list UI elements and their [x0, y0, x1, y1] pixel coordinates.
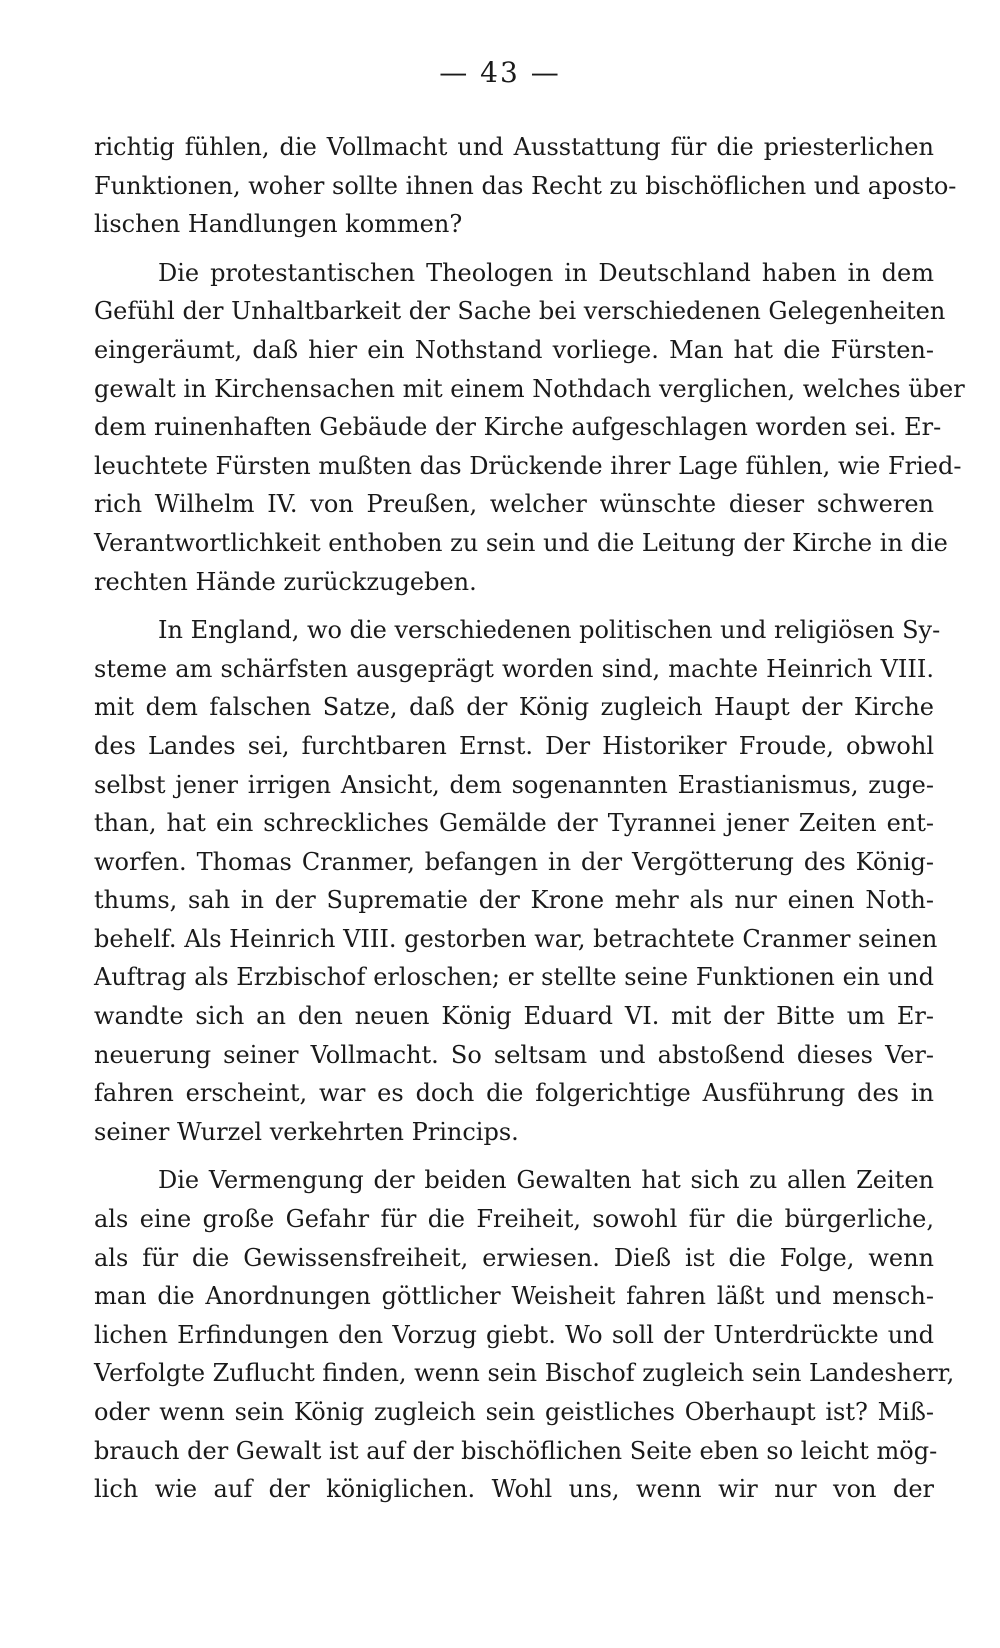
- text-line: Auftrag als Erzbischof erloschen; er stellte seine Funktionen ein und: [94, 963, 934, 992]
- text-line: behelf. Als Heinrich VIII. gestorben war, betrachtete Cranmer seinen: [94, 924, 938, 953]
- text-line: eingeräumt, daß hier ein Nothstand vorliege. Man hat die Fürsten-: [94, 335, 934, 364]
- text-line: lich wie auf der königlichen. Wohl uns, wenn wir nur von der: [94, 1475, 934, 1504]
- paragraph-1: [94, 128, 957, 244]
- text-line: worfen. Thomas Cranmer, befangen in der Vergötterung des König-: [94, 847, 934, 876]
- text-line: steme am schärfsten ausgeprägt worden sind, machte Heinrich VIII.: [94, 654, 934, 683]
- text-line: neuerung seiner Vollmacht. So seltsam und abstoßend dieses Ver-: [94, 1040, 934, 1069]
- text-line: lichen Erfindungen den Vorzug giebt. Wo soll der Unterdrückte und: [94, 1320, 934, 1349]
- text-line: dem ruinenhaften Gebäude der Kirche aufgeschlagen worden sei. Er-: [94, 413, 942, 442]
- text-line: des Landes sei, furchtbaren Ernst. Der Historiker Froude, obwohl: [94, 731, 934, 760]
- text-line: In England, wo die verschiedenen politischen und religiösen Sy-: [158, 616, 941, 645]
- text-line: rich Wilhelm IV. von Preußen, welcher wünschte dieser schweren: [94, 490, 934, 519]
- text-line: brauch der Gewalt ist auf der bischöflichen Seite eben so leicht mög-: [94, 1436, 938, 1465]
- body-text: [94, 128, 965, 1509]
- text-line: thums, sah in der Suprematie der Krone mehr als nur einen Noth-: [94, 886, 934, 915]
- text-line: rechten Hände zurückzugeben.: [94, 567, 477, 596]
- text-line: Gefühl der Unhaltbarkeit der Sache bei verschiedenen Gelegenheiten: [94, 297, 946, 326]
- paragraph-2: [94, 254, 965, 601]
- text-line: richtig fühlen, die Vollmacht und Ausstattung für die priesterlichen: [94, 133, 934, 161]
- text-line: oder wenn sein König zugleich sein geistliches Oberhaupt ist? Miß-: [94, 1398, 934, 1426]
- text-line: Die protestantischen Theologen in Deutschland haben in dem: [158, 258, 934, 287]
- page-number: — 43 —: [439, 56, 561, 89]
- text-line: leuchtete Fürsten mußten das Drückende ihrer Lage fühlen, wie Fried-: [94, 451, 962, 480]
- text-line: als eine große Gefahr für die Freiheit, sowohl für die bürgerliche,: [94, 1205, 934, 1234]
- text-line: seiner Wurzel verkehrten Princips.: [94, 1117, 519, 1146]
- text-line: selbst jener irrigen Ansicht, dem sogenannten Erastianismus, zuge-: [94, 770, 934, 799]
- paragraph-3: [94, 611, 941, 1151]
- text-line: mit dem falschen Satze, daß der König zugleich Haupt der Kirche: [94, 693, 934, 722]
- text-line: wandte sich an den neuen König Eduard VI. mit der Bitte um Er-: [94, 1002, 934, 1031]
- paragraph-4: [94, 1161, 955, 1508]
- text-line: Die Vermengung der beiden Gewalten hat sich zu allen Zeiten: [158, 1166, 934, 1195]
- text-line: Verfolgte Zuflucht finden, wenn sein Bischof zugleich sein Landesherr,: [94, 1359, 955, 1388]
- text-line: lischen Handlungen kommen?: [94, 210, 463, 239]
- text-line: fahren erscheint, war es doch die folgerichtige Ausführung des in: [94, 1079, 934, 1108]
- text-line: than, hat ein schreckliches Gemälde der Tyrannei jener Zeiten ent-: [94, 809, 934, 838]
- text-line: gewalt in Kirchensachen mit einem Nothdach verglichen, welches über: [94, 374, 965, 403]
- text-line: Funktionen, woher sollte ihnen das Recht zu bischöflichen und aposto-: [94, 171, 957, 200]
- text-line: als für die Gewissensfreiheit, erwiesen. Dieß ist die Folge, wenn: [94, 1243, 934, 1272]
- text-line: Verantwortlichkeit enthoben zu sein und die Leitung der Kirche in die: [94, 528, 948, 557]
- text-line: man die Anordnungen göttlicher Weisheit fahren läßt und mensch-: [94, 1282, 934, 1311]
